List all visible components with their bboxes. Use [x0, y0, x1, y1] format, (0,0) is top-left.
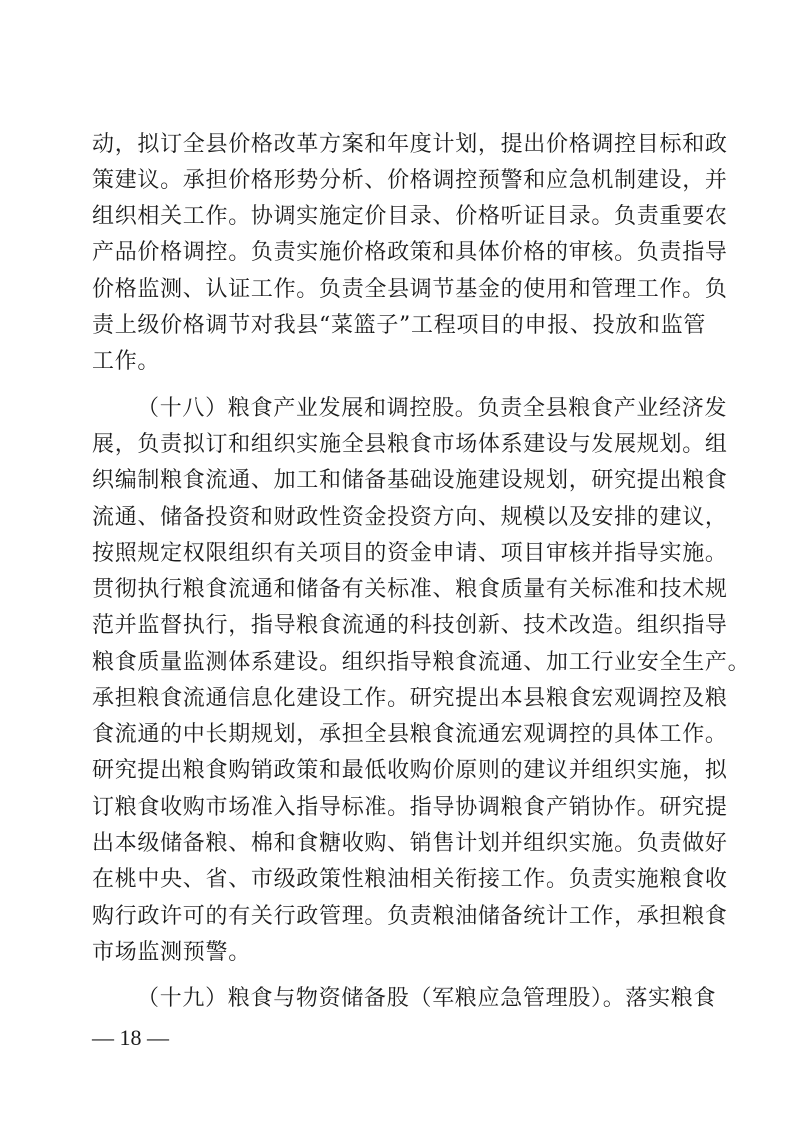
text-line: 贯彻执行粮食流通和储备有关标准、粮食质量有关标准和技术规 — [92, 577, 728, 602]
text-line: 产品价格调控。负责实施价格政策和具体价格的审核。负责指导 — [92, 240, 728, 265]
text-line: 在桃中央、省、市级政策性粮油相关衔接工作。负责实施粮食收 — [92, 867, 728, 892]
page-number: — 18 — — [92, 1025, 169, 1050]
text-line: 粮食质量监测体系建设。组织指导粮食流通、加工行业安全生产。 — [92, 650, 751, 675]
text-line: 动，拟订全县价格改革方案和年度计划，提出价格调控目标和政 — [92, 132, 728, 157]
text-line: 工作。 — [92, 349, 161, 374]
text-line: 订粮食收购市场准入指导标准。指导协调粮食产销协作。研究提 — [92, 795, 728, 820]
section-heading-line: （十九）粮食与物资储备股（军粮应急管理股）。落实粮食 — [137, 986, 717, 1011]
text-line: 策建议。承担价格形势分析、价格调控预警和应急机制建设，并 — [92, 168, 728, 193]
text-line: 流通、储备投资和财政性资金投资方向、规模以及安排的建议， — [92, 505, 728, 530]
text-line: 价格监测、认证工作。负责全县调节基金的使用和管理工作。负 — [92, 277, 728, 302]
text-line: 按照规定权限组织有关项目的资金申请、项目审核并指导实施。 — [92, 541, 728, 566]
text-line: 购行政许可的有关行政管理。负责粮油储备统计工作，承担粮食 — [92, 904, 728, 929]
text-line: 出本级储备粮、棉和食糖收购、销售计划并组织实施。负责做好 — [92, 831, 728, 856]
text-line: 市场监测预警。 — [92, 940, 251, 965]
text-line: 展，负责拟订和组织实施全县粮食市场体系建设与发展规划。组 — [92, 432, 728, 457]
text-line: 研究提出粮食购销政策和最低收购价原则的建议并组织实施，拟 — [92, 758, 728, 783]
text-line: 承担粮食流通信息化建设工作。研究提出本县粮食宏观调控及粮 — [92, 686, 728, 711]
text-line: 组织相关工作。协调实施定价目录、价格听证目录。负责重要农 — [92, 204, 728, 229]
text-line: 责上级价格调节对我县“菜篮子”工程项目的申报、投放和监管 — [92, 313, 707, 338]
text-line: 食流通的中长期规划，承担全县粮食流通宏观调控的具体工作。 — [92, 722, 728, 747]
section-heading-line: （十八）粮食产业发展和调控股。负责全县粮食产业经济发 — [137, 396, 728, 421]
text-line: 织编制粮食流通、加工和储备基础设施建设规划，研究提出粮食 — [92, 468, 728, 493]
text-line: 范并监督执行，指导粮食流通的科技创新、技术改造。组织指导 — [92, 613, 728, 638]
